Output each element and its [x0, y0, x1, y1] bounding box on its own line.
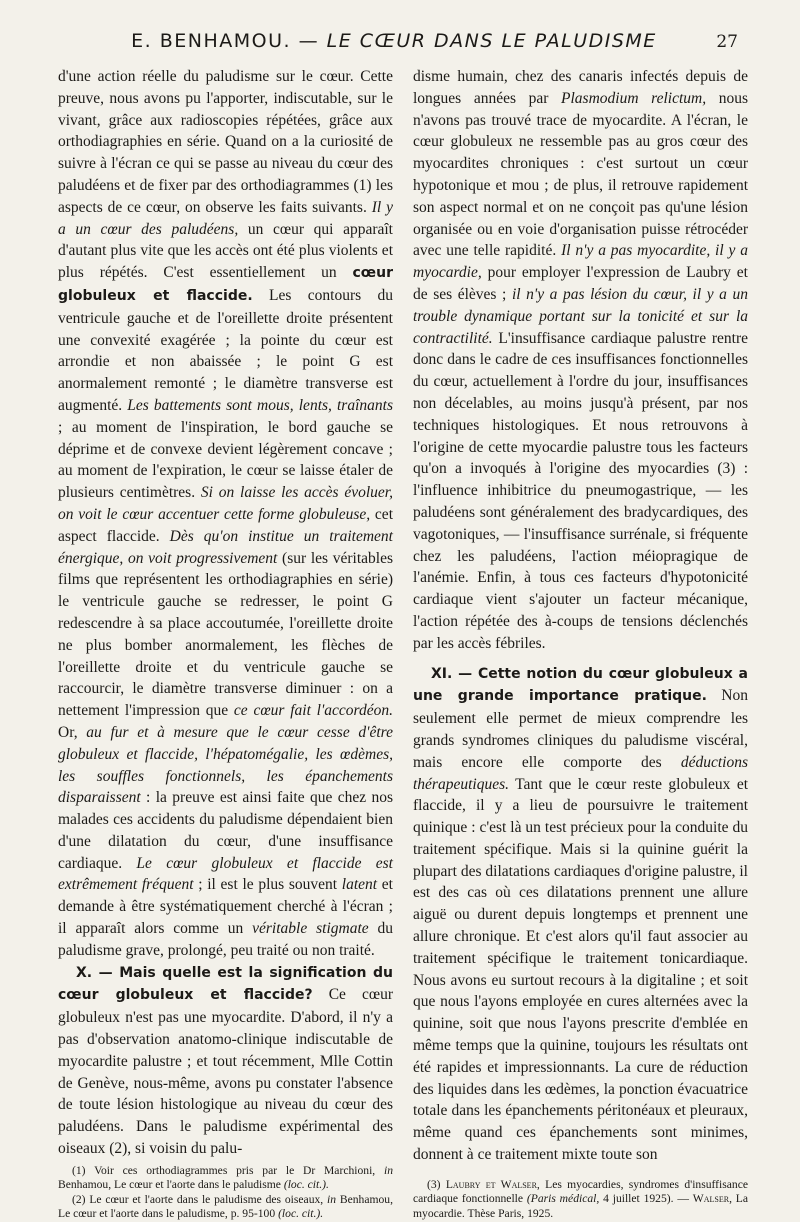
footnote-1: (1) Voir ces orthodiagrammes pris par le Dr Marchioni, in Benhamou, Le cœur et l'aorte dans le paludisme (loc. cit.). — [58, 1163, 393, 1192]
footnotes — [58, 1164, 393, 1222]
page-number: 27 — [716, 32, 738, 52]
footnote-3: (3) Laubry et Walser, Les myocardies, syndromes d'insuffisance cardiaque fonctionnelle (Paris médical, 4 juillet 1925). — Walser, La myocardie. Thèse Paris, 1925. — [413, 1177, 749, 1220]
running-title-subject: LE CŒUR DANS LE PALUDISME — [326, 30, 657, 52]
footnote-2: (2) Le cœur et l'aorte dans le paludisme des oiseaux, in Benhamou, Le cœur et l'aorte dans le paludisme, p. 95-100 (loc. cit.). — [58, 1192, 393, 1221]
paragraph: d'une action réelle du paludisme sur le cœur. Cette preuve, nous avons pu l'apporter, indiscutable, sur le vivant, grâce aux radioscopies répétées, grâce aux orthodiagraphies en série. Quand on a la curiosité de suivre à l'écran ce qui se passe au niveau du cœur des paludéens et de fixer par des orthodiagrammes (1) les aspects de ce cœur, on observe les faits suivants. Il y a un cœur des paludéens, un cœur qui apparaît d'autant plus vite que les accès ont été plus violents et plus répétés. C'est essentiellement un cœur globuleux et flaccide. Les contours du ventricule gauche et de l'oreillette droite présentent une convexité exagérée ; la pointe du cœur est arrondie et non abaissée ; le point G est anormalement remonté ; le diamètre transverse est augmenté. Les battements sont mous, lents, traînants ; au moment de l'inspiration, le bord gauche se déprime et de convexe devient légèrement concave ; au moment de l'expiration, le cœur se laisse étaler de plusieurs centimètres. Si on laisse les accès évoluer, on voit le cœur accentuer cette forme globuleuse, cet aspect flaccide. Dès qu'on institue un traitement énergique, on voit progressivement (sur les véritables films que représentent les orthodiagraphies en série) le ventricule gauche se redresser, le point G redescendre à sa place accoutumée, l'oreillette droite ne plus bomber anormalement, les flèches de l'oreillette droite et du ventricule gauche se raccourcir, le diamètre transverse diminuer : on a nettement l'impression que ce cœur fait l'accordéon. Or, au fur et à mesure que le cœur cesse d'être globuleux et flaccide, l'hépatomégalie, les œdèmes, les souffles fonctionnels, les épanchements disparaissent : la preuve est ainsi faite que chez nos malades ces accidents du paludisme dépendaient bien d'une dilatation du cœur, d'une insuffisance cardiaque. Le cœur globuleux et flaccide est extrêmement fréquent ; il est le plus souvent latent et demande à être systématiquement cherché à l'écran ; il apparaît alors comme un véritable stigmate du paludisme grave, prolongé, peu traité ou non traité. — [58, 68, 394, 959]
section-x-heading: X. — Mais quelle est la signification du cœur globuleux et flaccide? — [58, 964, 393, 1004]
running-header — [50, 30, 738, 62]
section-xi-paragraph: XI. — Cette notion du cœur globuleux a une grande importance pratique. Non seulement elle permet de mieux comprendre les grands syndromes cliniques du paludisme viscéral, mais encore elle comporte des déductions thérapeutiques. Tant que le cœur reste globuleux et flaccide, il y a lieu de poursuivre le traitement quinique : c'est là un test précieux pour la conduite du traitement spécifique. Mais si la quinine guérit la plupart des dilatations cardiaques d'origine palustre, il est des cas où ces dilatations prennent une allure aiguë ou durent depuis longtemps et prennent une allure chronique. Et c'est alors qu'il faut associer au traitement spécifique le traitement tonicardiaque. Nous avons eu surtout recours à la digitaline ; et soit que nous l'ayons employée en cures alternées avec la quinine, soit que nous l'ayons prescrite d'emblée en même temps que la quinine, toujours les résultats ont été rapides et impressionnants. La cure de réduction des liquides dans les œdèmes, la ponction évacuatrice totale dans les épanchements péritonéaux et pleuraux, même quand ces épanchements sont minimes, donnent à ce traitement mixte toute son — [413, 665, 748, 1164]
running-title-author: E. BENHAMOU. — — [131, 30, 327, 52]
running-title — [50, 30, 738, 52]
left-column — [58, 66, 393, 1222]
right-column — [413, 66, 748, 1221]
footnotes — [413, 1178, 748, 1222]
section-xi-heading: XI. — Cette notion du cœur globuleux a une grande importance pratique. — [413, 665, 748, 705]
paragraph: disme humain, chez des canaris infectés depuis de longues années par Plasmodium relictum, nous n'avons pas trouvé trace de myocardite. A l'écran, le cœur globuleux ne ressemble pas au gros cœur des myocardites chroniques : c'est surtout un cœur hypotonique et mou ; de plus, il retrouve rapidement son aspect normal et on ne conçoit pas qu'une lésion organisée ou en voie d'organisation puisse rétrocéder avec une telle rapidité. Il n'y a pas myocardite, il y a myocardie, pour employer l'expression de Laubry et de ses élèves ; il n'y a pas lésion du cœur, il y a un trouble dynamique portant sur la tonicité et sur la contractilité. L'insuffisance cardiaque palustre rentre donc dans le cadre de ces insuffisances fonctionnelles du cœur, actuellement à l'ordre du jour, insuffisances non décelables, au moins jusqu'à présent, par nos techniques histologiques. Et nous retrouvons à l'origine de cette myocardie palustre tous les facteurs qu'on a invoqués à l'origine des myocardies (3) : l'influence inhibitrice du pneumogastrique, — les paludéens sont généralement des bradycardiques, des vagotoniques, — l'insuffisance surrénale, si fréquente chez les paludéens, l'action méiopragique de l'anémie. Enfin, à tous ces facteurs d'hypotonicité cardiaque vient s'ajouter un facteur mécanique, l'action répétée des à-coups de tensions déclenchés par les accès fébriles. — [413, 68, 749, 652]
section-x-paragraph: X. — Mais quelle est la signification du cœur globuleux et flaccide? Ce cœur globuleux n'est pas une myocardite. D'abord, il n'y a pas d'observation anatomo-clinique indiscutable de myocardite palustre ; et tout récemment, Mlle Cottin de Genève, nous-même, avons pu constater l'absence de toute lésion histologique au niveau du cœur des paludéens. Dans le paludisme expérimental des oiseaux (2), si voisin du palu- — [58, 964, 393, 1158]
